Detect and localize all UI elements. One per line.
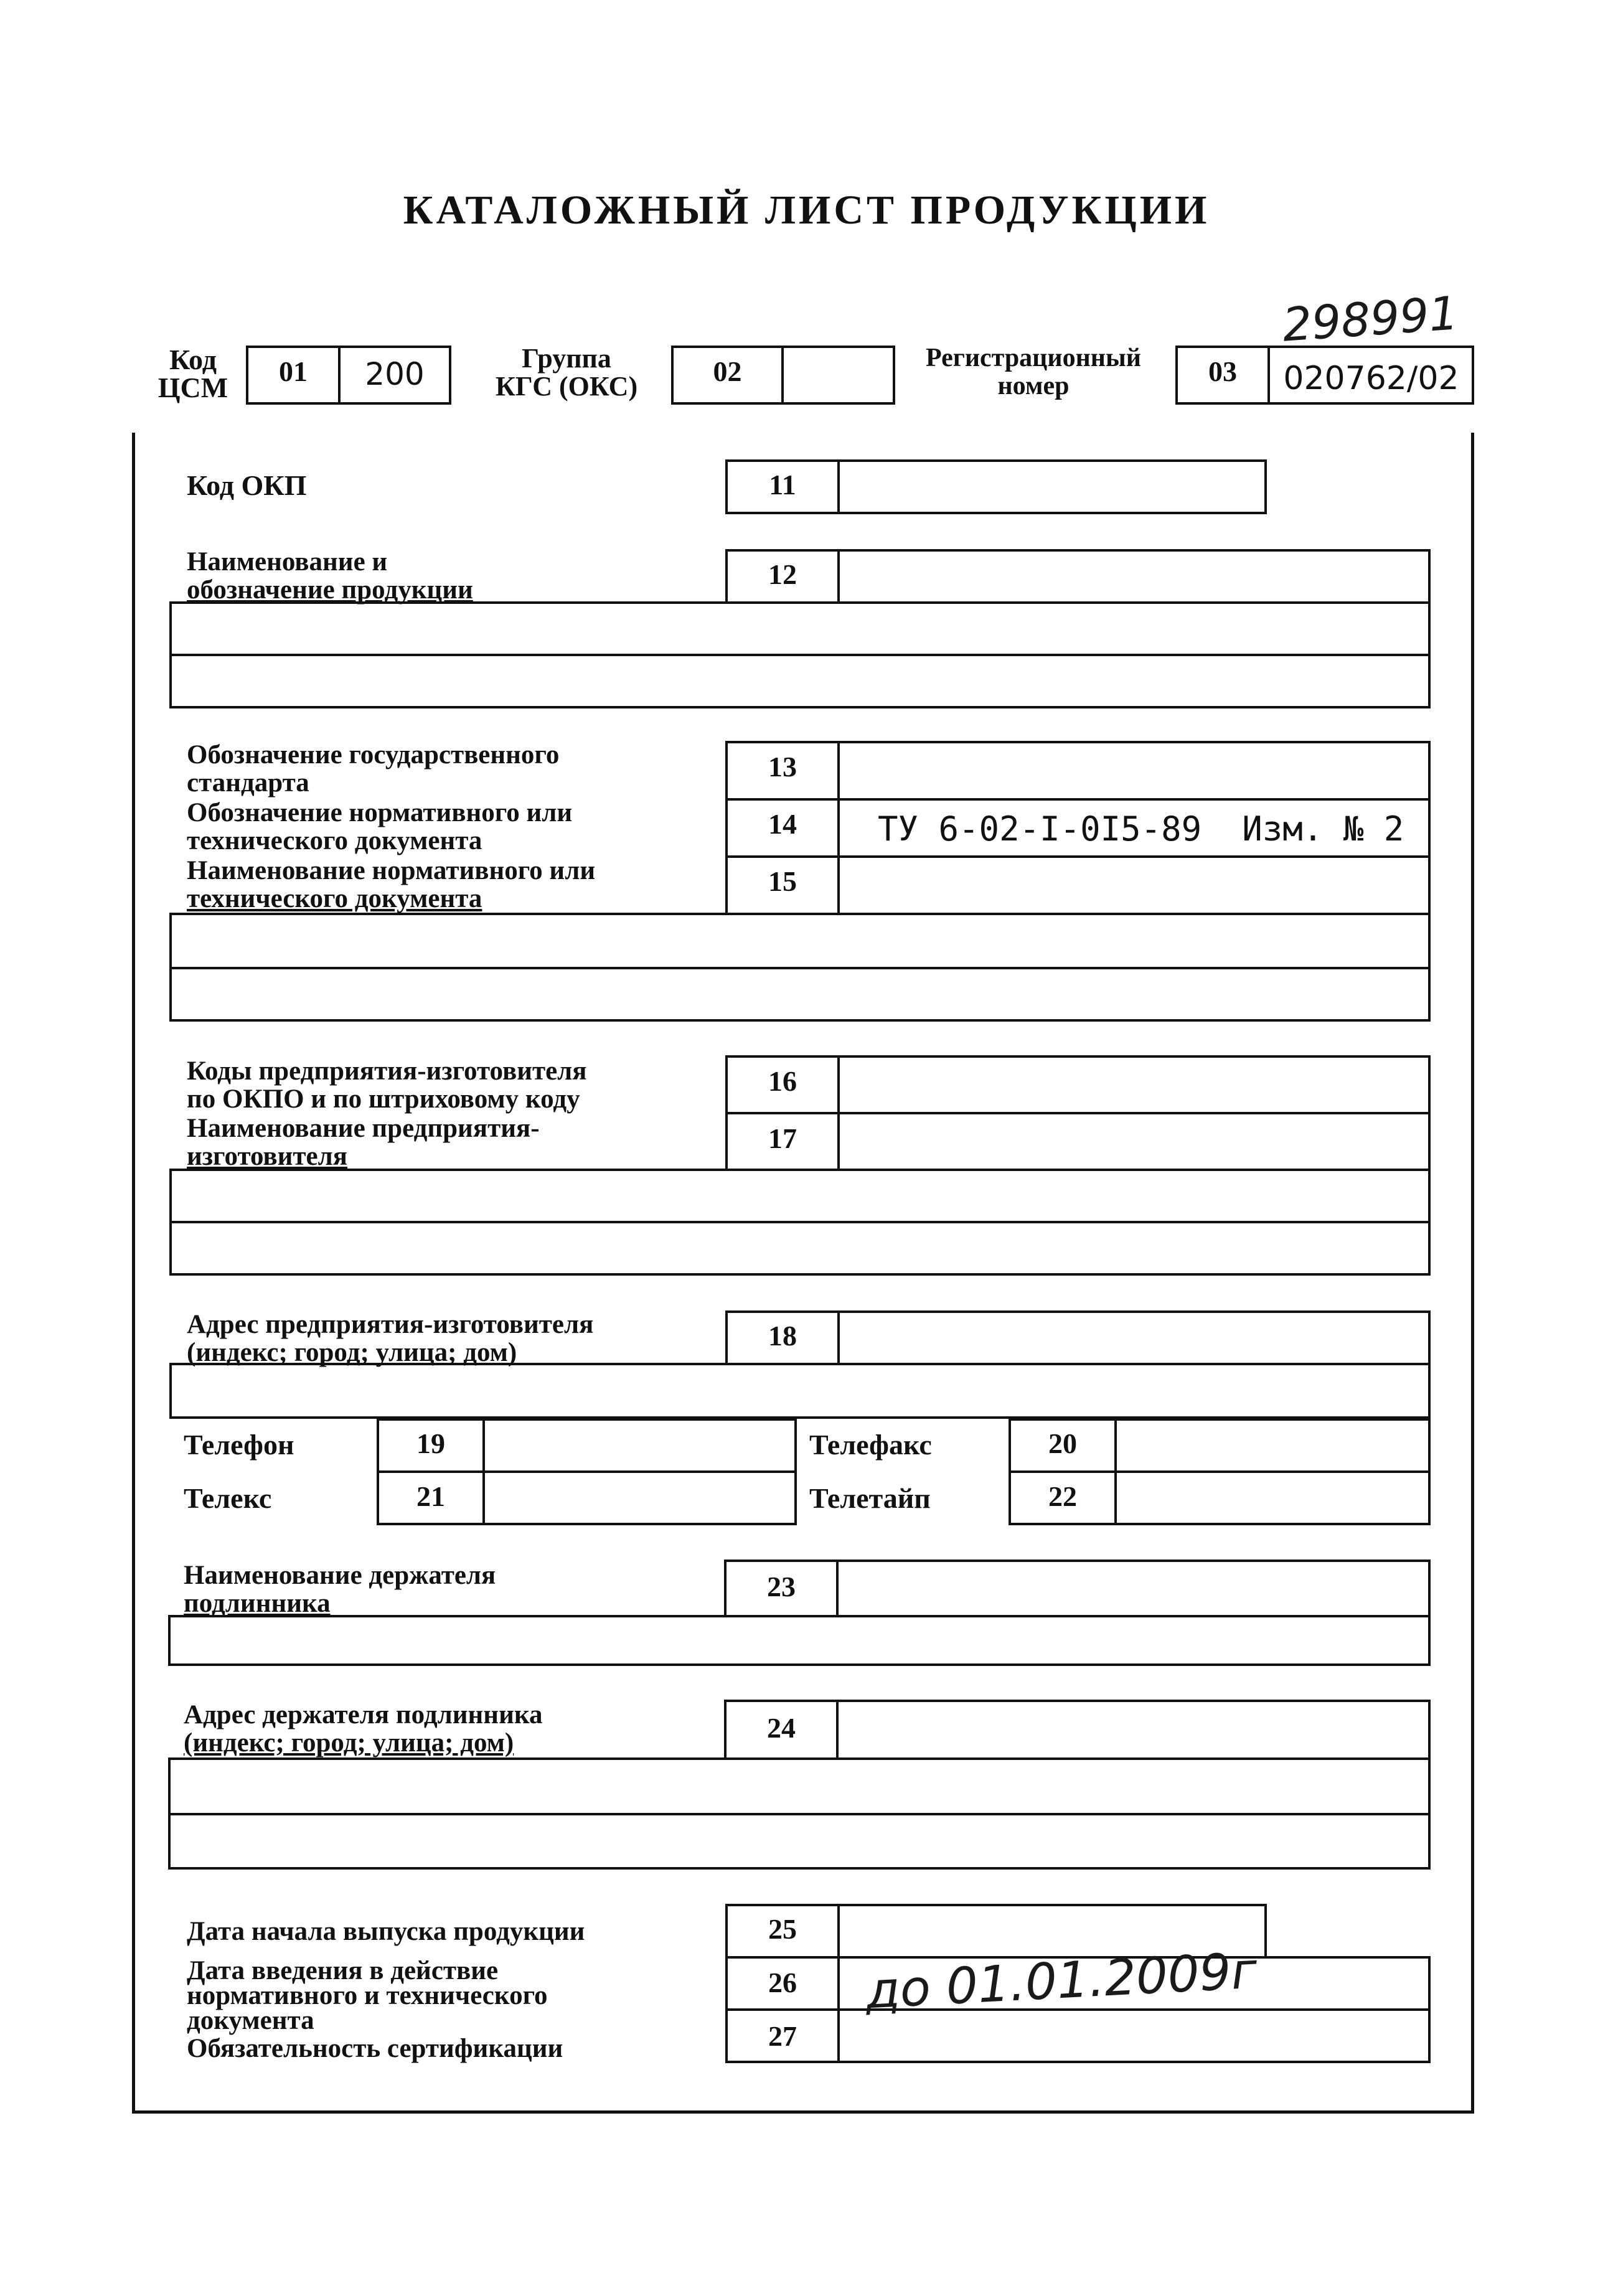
field-23-label: Наименование держателя подлинника — [184, 1561, 496, 1618]
field-17-label: Наименование предприятия- изготовителя — [187, 1114, 540, 1171]
page-title: КАТАЛОЖНЫЙ ЛИСТ ПРОДУКЦИИ — [403, 187, 1210, 233]
field-11-num: 11 — [769, 469, 796, 501]
field-11-input[interactable] — [840, 462, 1264, 512]
field-15-label: Наименование нормативного или технического документа — [187, 856, 596, 913]
kgs-label: Группа КГС (ОКС) — [495, 343, 638, 402]
reg-code: 03 — [1208, 355, 1237, 387]
field-26-num: 26 — [768, 1967, 797, 1998]
field-24-num: 24 — [767, 1712, 796, 1744]
field-19-num: 19 — [416, 1428, 445, 1459]
reg-value[interactable]: 020762/02 — [1283, 360, 1459, 397]
field-21-num: 21 — [416, 1480, 445, 1512]
reg-label: Регистрационный номер — [926, 344, 1141, 400]
csm-label: Код ЦСМ — [158, 344, 228, 403]
csm-value[interactable]: 200 — [365, 356, 425, 392]
field-26-value[interactable]: до 01.01.2009г — [863, 1941, 1259, 2020]
handwritten-number: 298991 — [1281, 286, 1460, 352]
field-18-continuation[interactable] — [169, 1363, 1431, 1419]
field-20-num: 20 — [1048, 1428, 1077, 1459]
field-21-label: Телекс — [184, 1482, 272, 1514]
field-27-num: 27 — [768, 2020, 797, 2052]
field-13-num: 13 — [768, 751, 797, 783]
field-25-num: 25 — [768, 1913, 797, 1945]
field-18-label: Адрес предприятия-изготовителя (индекс; город; улица; дом) — [187, 1310, 594, 1367]
field-12-num: 12 — [768, 558, 797, 590]
field-14-label: Обозначение нормативного или технического документа — [187, 798, 573, 855]
field-18-num: 18 — [768, 1320, 797, 1352]
field-17-num: 17 — [768, 1122, 797, 1154]
field-16-label: Коды предприятия-изготовителя по ОКПО и по штриховому коду — [187, 1056, 587, 1114]
field-22-num: 22 — [1048, 1480, 1077, 1512]
field-14-value[interactable]: ТУ 6-02-I-0I5-89 Изм. № 2 — [878, 809, 1404, 849]
kgs-code: 02 — [713, 355, 742, 387]
csm-code: 01 — [279, 355, 308, 387]
field-19-label: Телефон — [184, 1429, 294, 1461]
field-24-label: Адрес держателя подлинника (индекс; город; улица; дом) — [184, 1700, 543, 1757]
field-23-continuation[interactable] — [168, 1615, 1431, 1666]
field-16-num: 16 — [768, 1065, 797, 1097]
field-20-label: Телефакс — [809, 1429, 932, 1461]
field-14-num: 14 — [768, 808, 797, 840]
field-23-num: 23 — [767, 1571, 796, 1602]
field-13-label: Обозначение государственного стандарта — [187, 740, 560, 797]
field-15-num: 15 — [768, 865, 797, 897]
field-22-label: Телетайп — [809, 1482, 931, 1514]
field-25-label: Дата начала выпуска продукции — [187, 1917, 585, 1946]
field-11-label: Код ОКП — [187, 469, 307, 501]
field-27-label: Обязательность сертификации — [187, 2034, 563, 2063]
field-26-label: Дата введения в действие нормативного и технического документа — [187, 1956, 548, 2035]
field-12-label: Наименование и обозначение продукции — [187, 547, 473, 605]
